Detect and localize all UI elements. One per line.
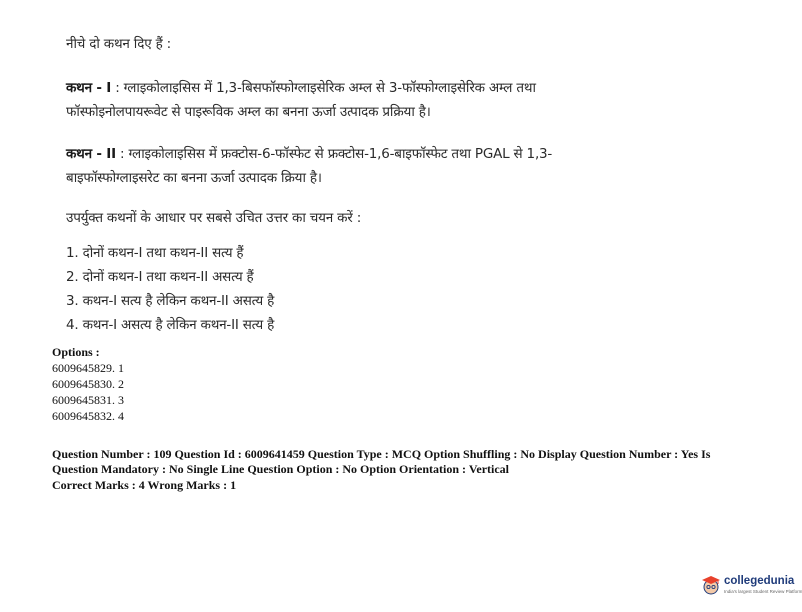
choice-3: 3. कथन-I सत्य है लेकिन कथन-II असत्य है xyxy=(66,293,275,309)
statement-1-line-1 xyxy=(66,78,536,96)
statement-2-line-2: बाइफॉस्फोग्लाइसरेट का बनना ऊर्जा उत्पादक क्रिया है। xyxy=(66,170,322,186)
options-heading: Options : xyxy=(52,345,100,359)
question-prompt: उपर्युक्त कथनों के आधार पर सबसे उचित उत्तर का चयन करें : xyxy=(66,210,362,226)
option-item-4: 6009645832. 4 xyxy=(52,409,124,423)
statement-2-line-1 xyxy=(66,144,552,162)
meta-line-2: Question Mandatory : No Single Line Question Option : No Option Orientation : Vertical xyxy=(52,462,510,476)
statement-1-text: : ग्लाइकोलाइसिस में 1,3-बिसफॉस्फोग्लाइसेरिक अम्ल से 3-फॉस्फोग्लाइसेरिक अम्ल तथा xyxy=(111,80,536,96)
option-item-2: 6009645830. 2 xyxy=(52,377,124,391)
choice-2: 2. दोनों कथन-I तथा कथन-II असत्य हैं xyxy=(66,269,254,285)
question-intro: नीचे दो कथन दिए हैं : xyxy=(66,36,172,52)
option-item-1: 6009645829. 1 xyxy=(52,361,124,375)
logo-name: collegedunia xyxy=(724,575,795,587)
graduate-cap-icon xyxy=(700,574,722,596)
meta-line-1: Question Number : 109 Question Id : 6009641459 Question Type : MCQ Option Shuffling : No Display Question Number : Yes Is xyxy=(52,447,711,461)
collegedunia-logo xyxy=(700,572,802,602)
choice-4: 4. कथन-I असत्य है लेकिन कथन-II सत्य है xyxy=(66,317,275,333)
statement-1-line-2: फॉस्फोइनोलपायरूवेट से पाइरूविक अम्ल का बनना ऊर्जा उत्पादक प्रक्रिया है। xyxy=(66,104,431,120)
meta-line-3: Correct Marks : 4 Wrong Marks : 1 xyxy=(52,478,237,492)
choice-1: 1. दोनों कथन-I तथा कथन-II सत्य हैं xyxy=(66,245,244,261)
option-item-3: 6009645831. 3 xyxy=(52,393,124,407)
statement-2-label: कथन - II xyxy=(66,146,116,162)
statement-2-text: : ग्लाइकोलाइसिस में फ्रक्टोस-6-फॉस्फेट से फ्रक्टोस-1,6-बाइफॉस्फेट तथा PGAL से 1,3- xyxy=(115,146,553,162)
statement-1-label: कथन - I xyxy=(66,80,112,96)
logo-tagline: India's largest Student Review Platform xyxy=(724,589,802,594)
